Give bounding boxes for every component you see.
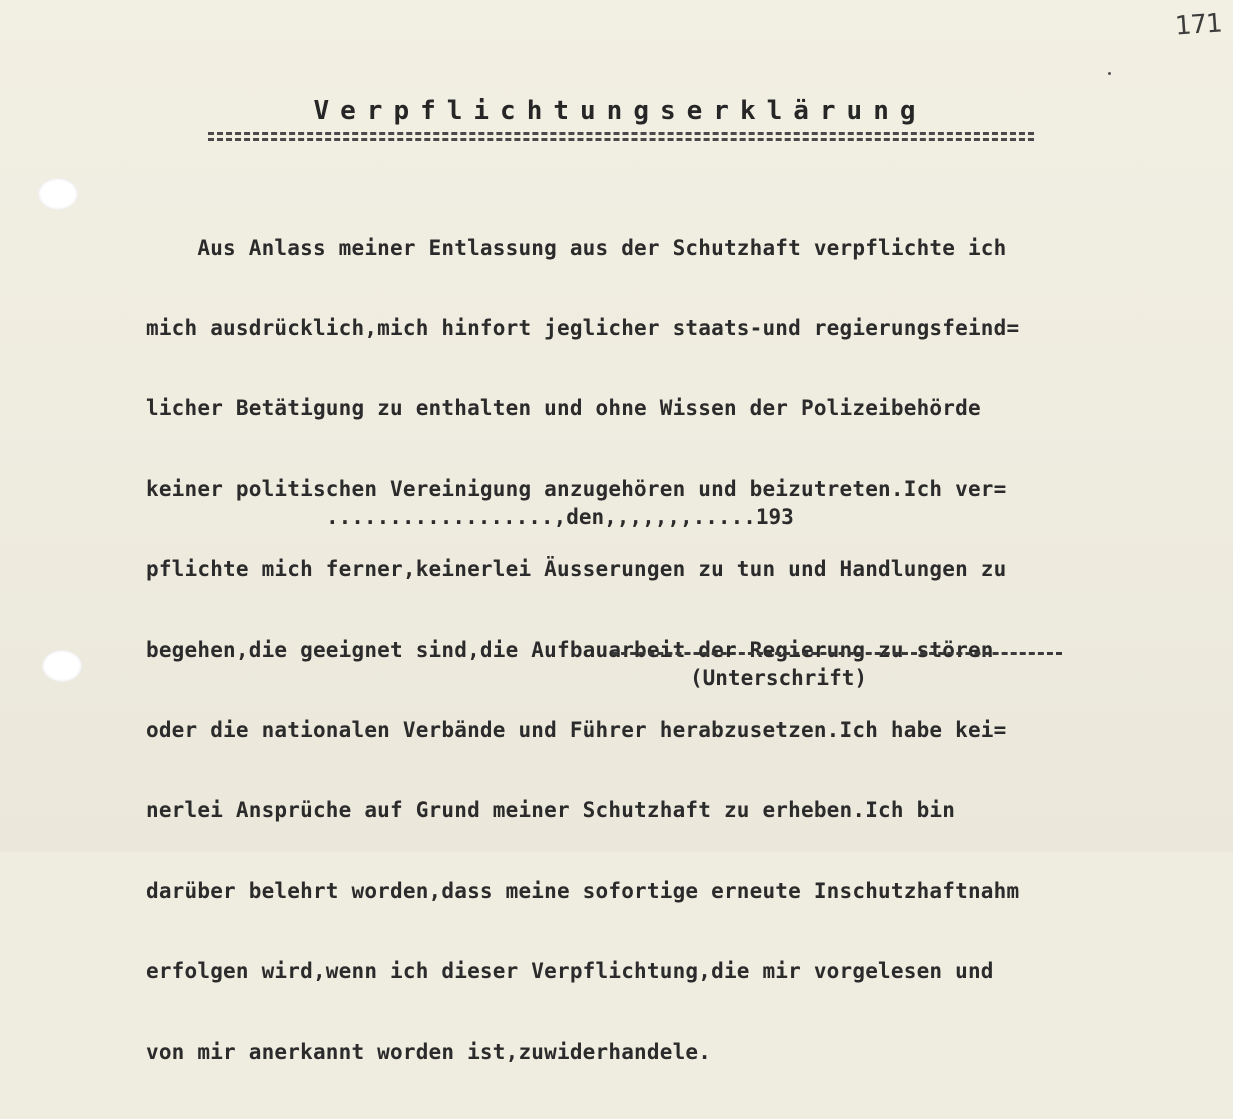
signature-label: (Unterschrift) xyxy=(690,666,868,690)
page-number: 171 xyxy=(1174,8,1223,42)
body-line: von mir anerkannt worden ist,zuwiderhandele. xyxy=(146,1039,712,1064)
body-line: oder die nationalen Verbände und Führer herabzusetzen.Ich habe kei= xyxy=(146,717,1007,742)
signature-line xyxy=(612,652,1062,655)
body-line: keiner politischen Vereinigung anzugehören und beizutreten.Ich ver= xyxy=(146,476,1007,501)
body-line: nerlei Ansprüche auf Grund meiner Schutzhaft zu erheben.Ich bin xyxy=(146,798,956,823)
body-line: begehen,die geeignet sind,die Aufbauarbeit der Regierung zu stören xyxy=(146,637,994,662)
body-line: pflichte mich ferner,keinerlei Äusserungen zu tun und Handlungen zu xyxy=(146,557,1007,582)
place-date-line: ..................,den,,,,,,,.....193 xyxy=(326,505,794,529)
declaration-body xyxy=(146,181,1226,1119)
document-title: Verpflichtungserklärung xyxy=(313,96,927,126)
punch-hole-bottom xyxy=(42,650,82,682)
title-underline-2 xyxy=(208,138,1034,141)
body-line: licher Betätigung zu enthalten und ohne Wissen der Polizeibehörde xyxy=(146,396,981,421)
body-line: erfolgen wird,wenn ich dieser Verpflichtung,die mir vorgelesen und xyxy=(146,959,994,984)
title-underline-1 xyxy=(208,132,1034,135)
ink-mark xyxy=(1108,72,1111,75)
body-line: mich ausdrücklich,mich hinfort jeglicher staats-und regierungsfeind= xyxy=(146,315,1020,340)
body-line: Aus Anlass meiner Entlassung aus der Schutzhaft verpflichte ich xyxy=(146,235,1007,260)
body-line: darüber belehrt worden,dass meine sofortige erneute Inschutzhaftnahm xyxy=(146,878,1020,903)
punch-hole-top xyxy=(38,178,78,210)
